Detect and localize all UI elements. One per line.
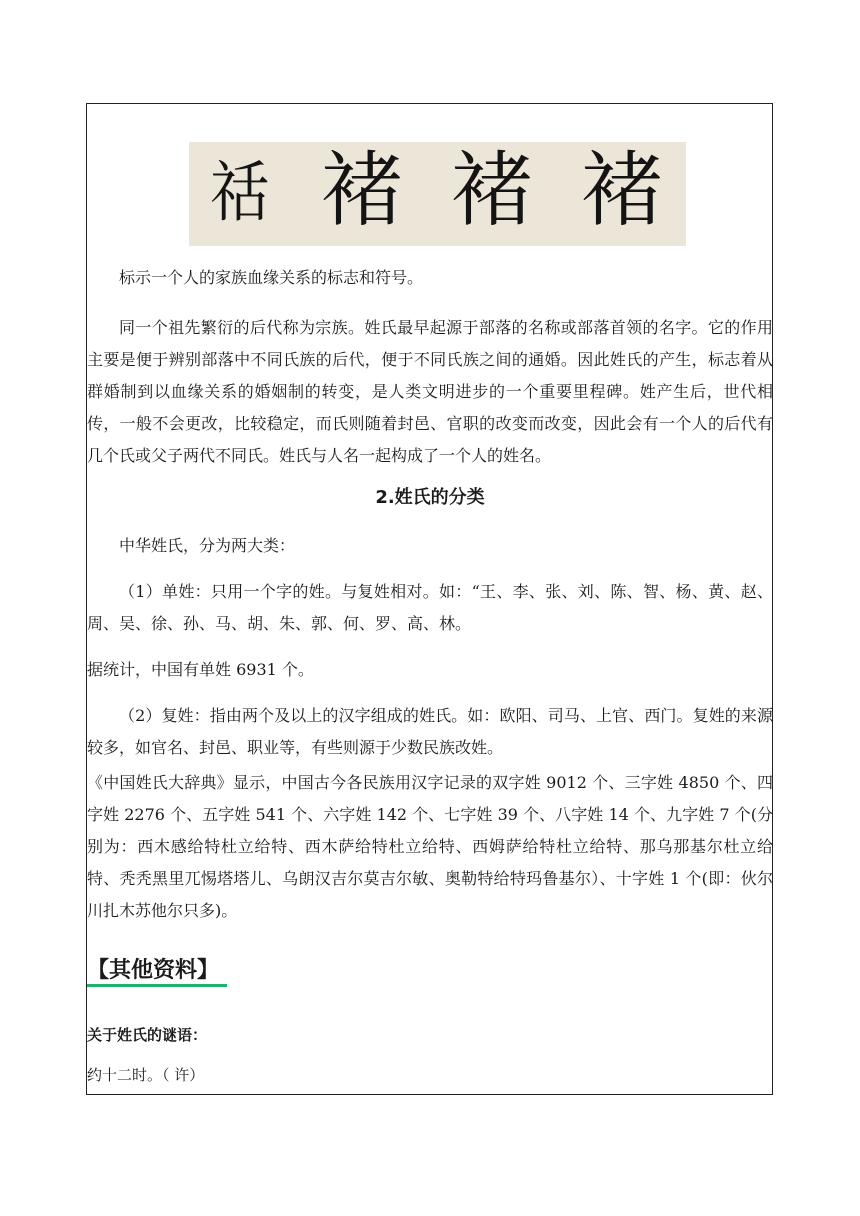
- definition-paragraph: 标示一个人的家族血缘关系的标志和符号。: [119, 268, 424, 287]
- compound-surname-paragraph: （2）复姓：指由两个及以上的汉字组成的姓氏。如：欧阳、司马、上官、西门。复姓的来源较多，如官名、封邑、职业等，有些则源于少数民族改姓。: [87, 706, 773, 757]
- section-heading: 2.姓氏的分类: [375, 487, 485, 508]
- other-materials-title: 【其他资料】: [87, 958, 220, 983]
- surname-glyph-image: [189, 142, 686, 246]
- riddle-label: 关于姓氏的谜语：: [87, 1026, 208, 1044]
- dictionary-paragraph: 《中国姓氏大辞典》显示，中国古今各民族用汉字记录的双字姓 9012 个、三字姓 4850 个、四字姓 2276 个、五字姓 541 个、六字姓 142 个、七字姓 39 个、八字姓 14 个、九字姓 7 个(分别为：西木感给特杜立给特、西木萨给特杜立给特、西姆萨给特杜立给特、那乌那基尔杜立给特、秃秃黑里兀惕塔塔儿、乌朗汉吉尔莫吉尔敏、奥勒特给特玛鲁基尔）、十字姓 1 个(即：伙尔川扎木苏他尔只多)。: [87, 773, 773, 920]
- single-surname-stat: 据统计，中国有单姓 6931 个。: [87, 660, 314, 679]
- running-script-glyph: 褚: [581, 143, 664, 238]
- origin-paragraph: 同一个祖先繁衍的后代称为宗族。姓氏最早起源于部落的名称或部落首领的名字。它的作用主要是便于辨别部落中不同氏族的后代，便于不同氏族之间的通婚。因此姓氏的产生，标志着从群婚制到以血缘关系的婚姻制的转变，是人类文明进步的一个重要里程碑。姓产生后，世代相传，一般不会更改，比较稳定，而氏则随着封邑、官职的改变而改变，因此会有一个人的后代有几个氏或父子两代不同氏。姓氏与人名一起构成了一个人的姓名。: [87, 318, 773, 465]
- content-frame: [86, 103, 773, 1095]
- single-surname-paragraph: （1）单姓：只用一个字的姓。与复姓相对。如：“王、李、张、刘、陈、智、杨、黄、赵、周、吴、徐、孙、马、胡、朱、郭、何、罗、高、林。: [87, 582, 773, 633]
- seal-script-glyph: 䄆: [210, 154, 264, 231]
- title-underline: [87, 984, 227, 987]
- intro-paragraph: 中华姓氏，分为两大类：: [119, 536, 296, 555]
- riddle-text: 约十二时。（ 许）: [87, 1066, 205, 1084]
- regular-script-glyph: 褚: [451, 143, 534, 238]
- clerical-script-glyph: 褚: [321, 143, 404, 238]
